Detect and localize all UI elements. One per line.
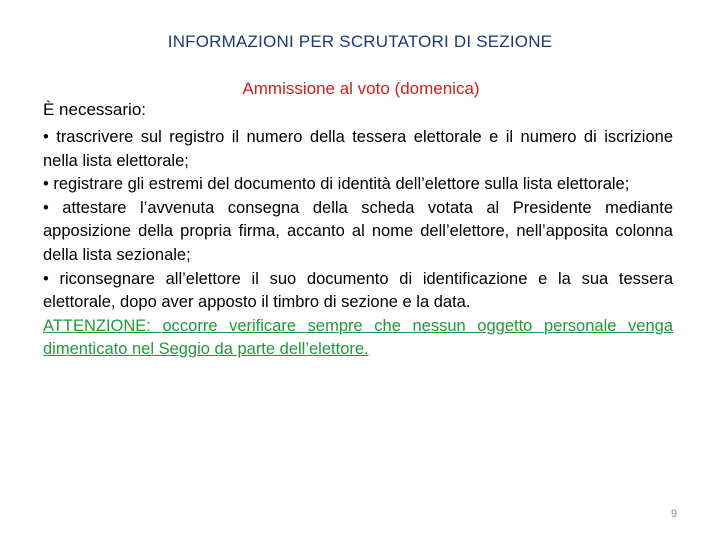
bullet-item-2: • registrare gli estremi del documento di identità dell’elettore sulla lista elettorale; [43, 175, 630, 194]
section-subtitle: Ammissione al voto (domenica) [242, 79, 480, 98]
intro-text: È necessario: [43, 100, 146, 119]
bullet-list [43, 126, 673, 362]
bullet-item-4: • riconsegnare all’elettore il suo documento di identificazione e la sua tessera elettorale, dopo aver apposto il timbro di sezione e la data. [43, 269, 673, 312]
bullet-item-3: • attestare l’avvenuta consegna della scheda votata al Presidente mediante apposizione della propria firma, accanto al nome dell’elettore, nell’apposita colonna della lista sezionale; [43, 198, 673, 264]
warning-note: ATTENZIONE: occorre verificare sempre che nessun oggetto personale venga dimenticato nel Seggio da parte dell’elettore. [43, 316, 673, 359]
page-title: INFORMAZIONI PER SCRUTATORI DI SEZIONE [167, 32, 553, 51]
bullet-item-1: • trascrivere sul registro il numero della tessera elettorale e il numero di iscrizione nella lista elettorale; [43, 128, 673, 170]
page-number: 9 [670, 508, 678, 520]
